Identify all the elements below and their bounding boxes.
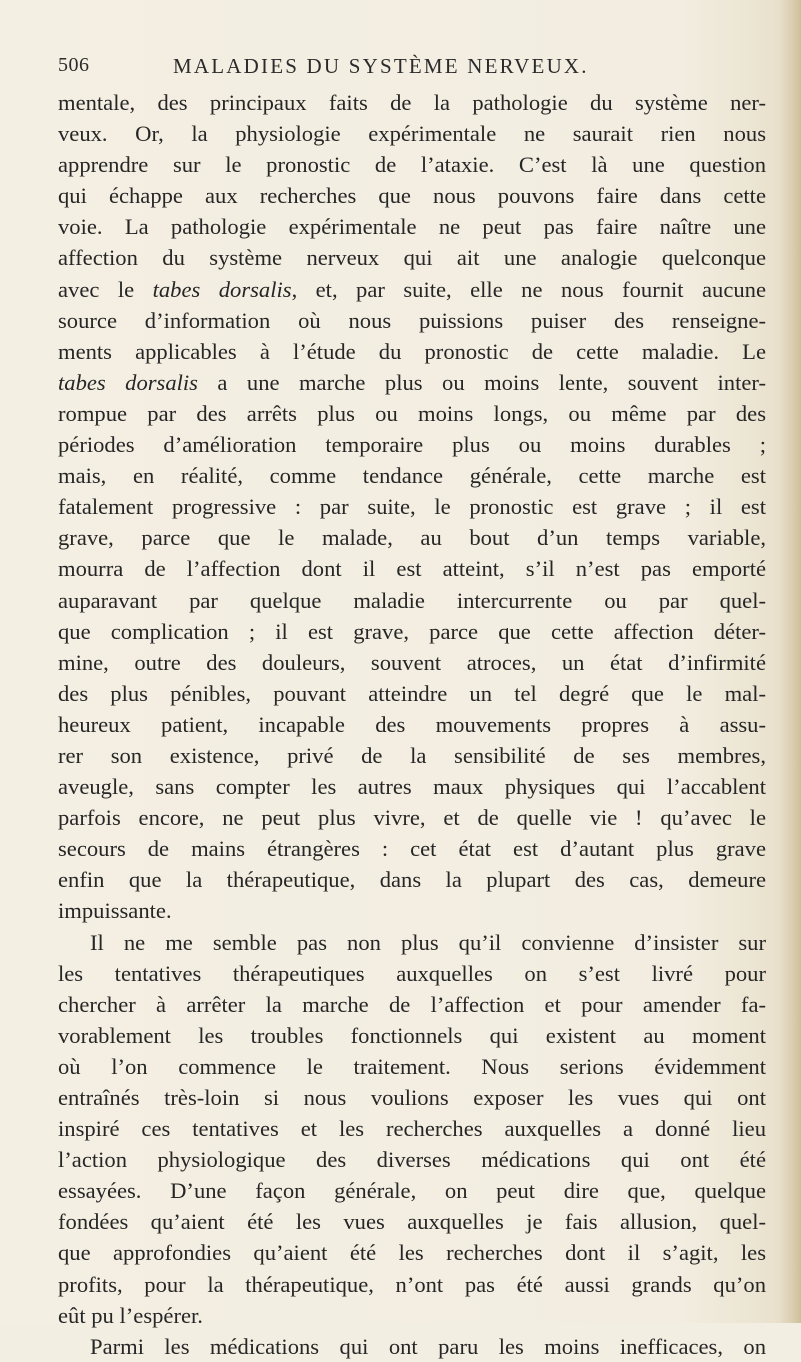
text-line: secours de mains étrangères : cet état est d’autant plus grave [58,836,766,862]
paragraph-2 [58,927,766,1331]
page-edge-shadow [779,0,801,1323]
text-line: que approfondies qu’aient été les recherches dont il s’agit, les [58,1240,766,1266]
text-line: auparavant par quelque maladie intercurrente ou par quel- [58,587,766,613]
paragraph-1 [58,87,766,927]
text-line: heureux patient, incapable des mouvements propres à assu- [58,711,766,737]
text-line: veux. Or, la physiologie expérimentale ne saurait rien nous [58,121,766,147]
text-line: parfois encore, ne peut plus vivre, et de quelle vie ! qu’avec le [58,805,766,831]
italic-term: tabes dorsalis [58,369,198,395]
text-line: ments applicables à l’étude du pronostic de cette maladie. Le [58,338,766,364]
text-line: mais, en réalité, comme tendance générale, cette marche est [58,463,766,489]
text-line: rer son existence, privé de la sensibilité de ses membres, [58,742,766,768]
text-line: les tentatives thérapeutiques auxquelles on s’est livré pour [58,960,766,986]
text-run: avec le [58,276,135,302]
text-line: enfin que la thérapeutique, dans la plupart des cas, demeure [58,867,766,893]
text-line: inspiré ces tentatives et les recherches auxquelles a donné lieu [58,1116,766,1142]
running-title: MALADIES DU SYSTÈME NERVEUX. [173,54,589,78]
text-line: mentale, des principaux faits de la pathologie du système ner- [58,90,766,115]
text-line: qui échappe aux recherches que nous pouvons faire dans cette [58,183,766,209]
text-line: que complication ; il est grave, parce que cette affection déter- [58,618,766,644]
text-line: des plus pénibles, pouvant atteindre un tel degré que le mal- [58,680,766,706]
text-line: entraînés très-loin si nous voulions exposer les vues qui ont [58,1085,766,1110]
text-line: l’action physiologique des diverses médications qui ont été [58,1147,766,1173]
text-line: apprendre sur le pronostic de l’ataxie. C’est là une question [58,152,766,178]
text-line: grave, parce que le malade, au bout d’un temps variable, [58,525,766,551]
text-line [58,367,766,398]
text-line: fondées qu’aient été les vues auxquelles je fais allusion, quel- [58,1209,766,1235]
text-line: aveugle, sans compter les autres maux physiques qui l’accablent [58,774,766,800]
italic-term: tabes dorsalis [152,276,292,302]
page-number: 506 [58,54,90,76]
text-line: eût pu l’espérer. [58,1302,203,1328]
paragraph-3 [58,1331,766,1362]
body-text [58,87,766,1362]
text-line: périodes d’amélioration temporaire plus ou moins durables ; [58,432,766,458]
text-line: voie. La pathologie expérimentale ne peut pas faire naître une [58,214,766,240]
text-line: Il ne me semble pas non plus qu’il convienne d’insister sur [90,929,766,955]
text-line: chercher à arrêter la marche de l’affection et pour amender fa- [58,991,766,1017]
text-line: affection du système nerveux qui ait une analogie quelconque [58,245,766,271]
text-line: vorablement les troubles fonctionnels qui existent au moment [58,1022,766,1048]
text-run: a une marche plus ou moins lente, souvent inter- [197,369,766,395]
text-line: mourra de l’affection dont il est atteint, s’il n’est pas emporté [58,556,766,582]
page-header [58,54,766,84]
text-line: rompue par des arrêts plus ou moins longs, ou même par des [58,400,766,426]
text-line: essayées. D’une façon générale, on peut dire que, quelque [58,1178,766,1204]
text-run: , et, par suite, elle ne nous fournit aucune [291,276,766,302]
text-line: impuissante. [58,898,172,924]
text-line: mine, outre des douleurs, souvent atroces, un état d’infirmité [58,649,766,675]
text-line: fatalement progressive : par suite, le pronostic est grave ; il est [58,494,766,520]
text-line: source d’information où nous puissions puiser des renseigne- [58,307,766,333]
text-line: profits, pour la thérapeutique, n’ont pas été aussi grands qu’on [58,1271,766,1297]
text-line [58,274,766,305]
text-line: où l’on commence le traitement. Nous serions évidemment [58,1053,766,1079]
text-line: Parmi les médications qui ont paru les moins inefficaces, on [90,1333,766,1359]
